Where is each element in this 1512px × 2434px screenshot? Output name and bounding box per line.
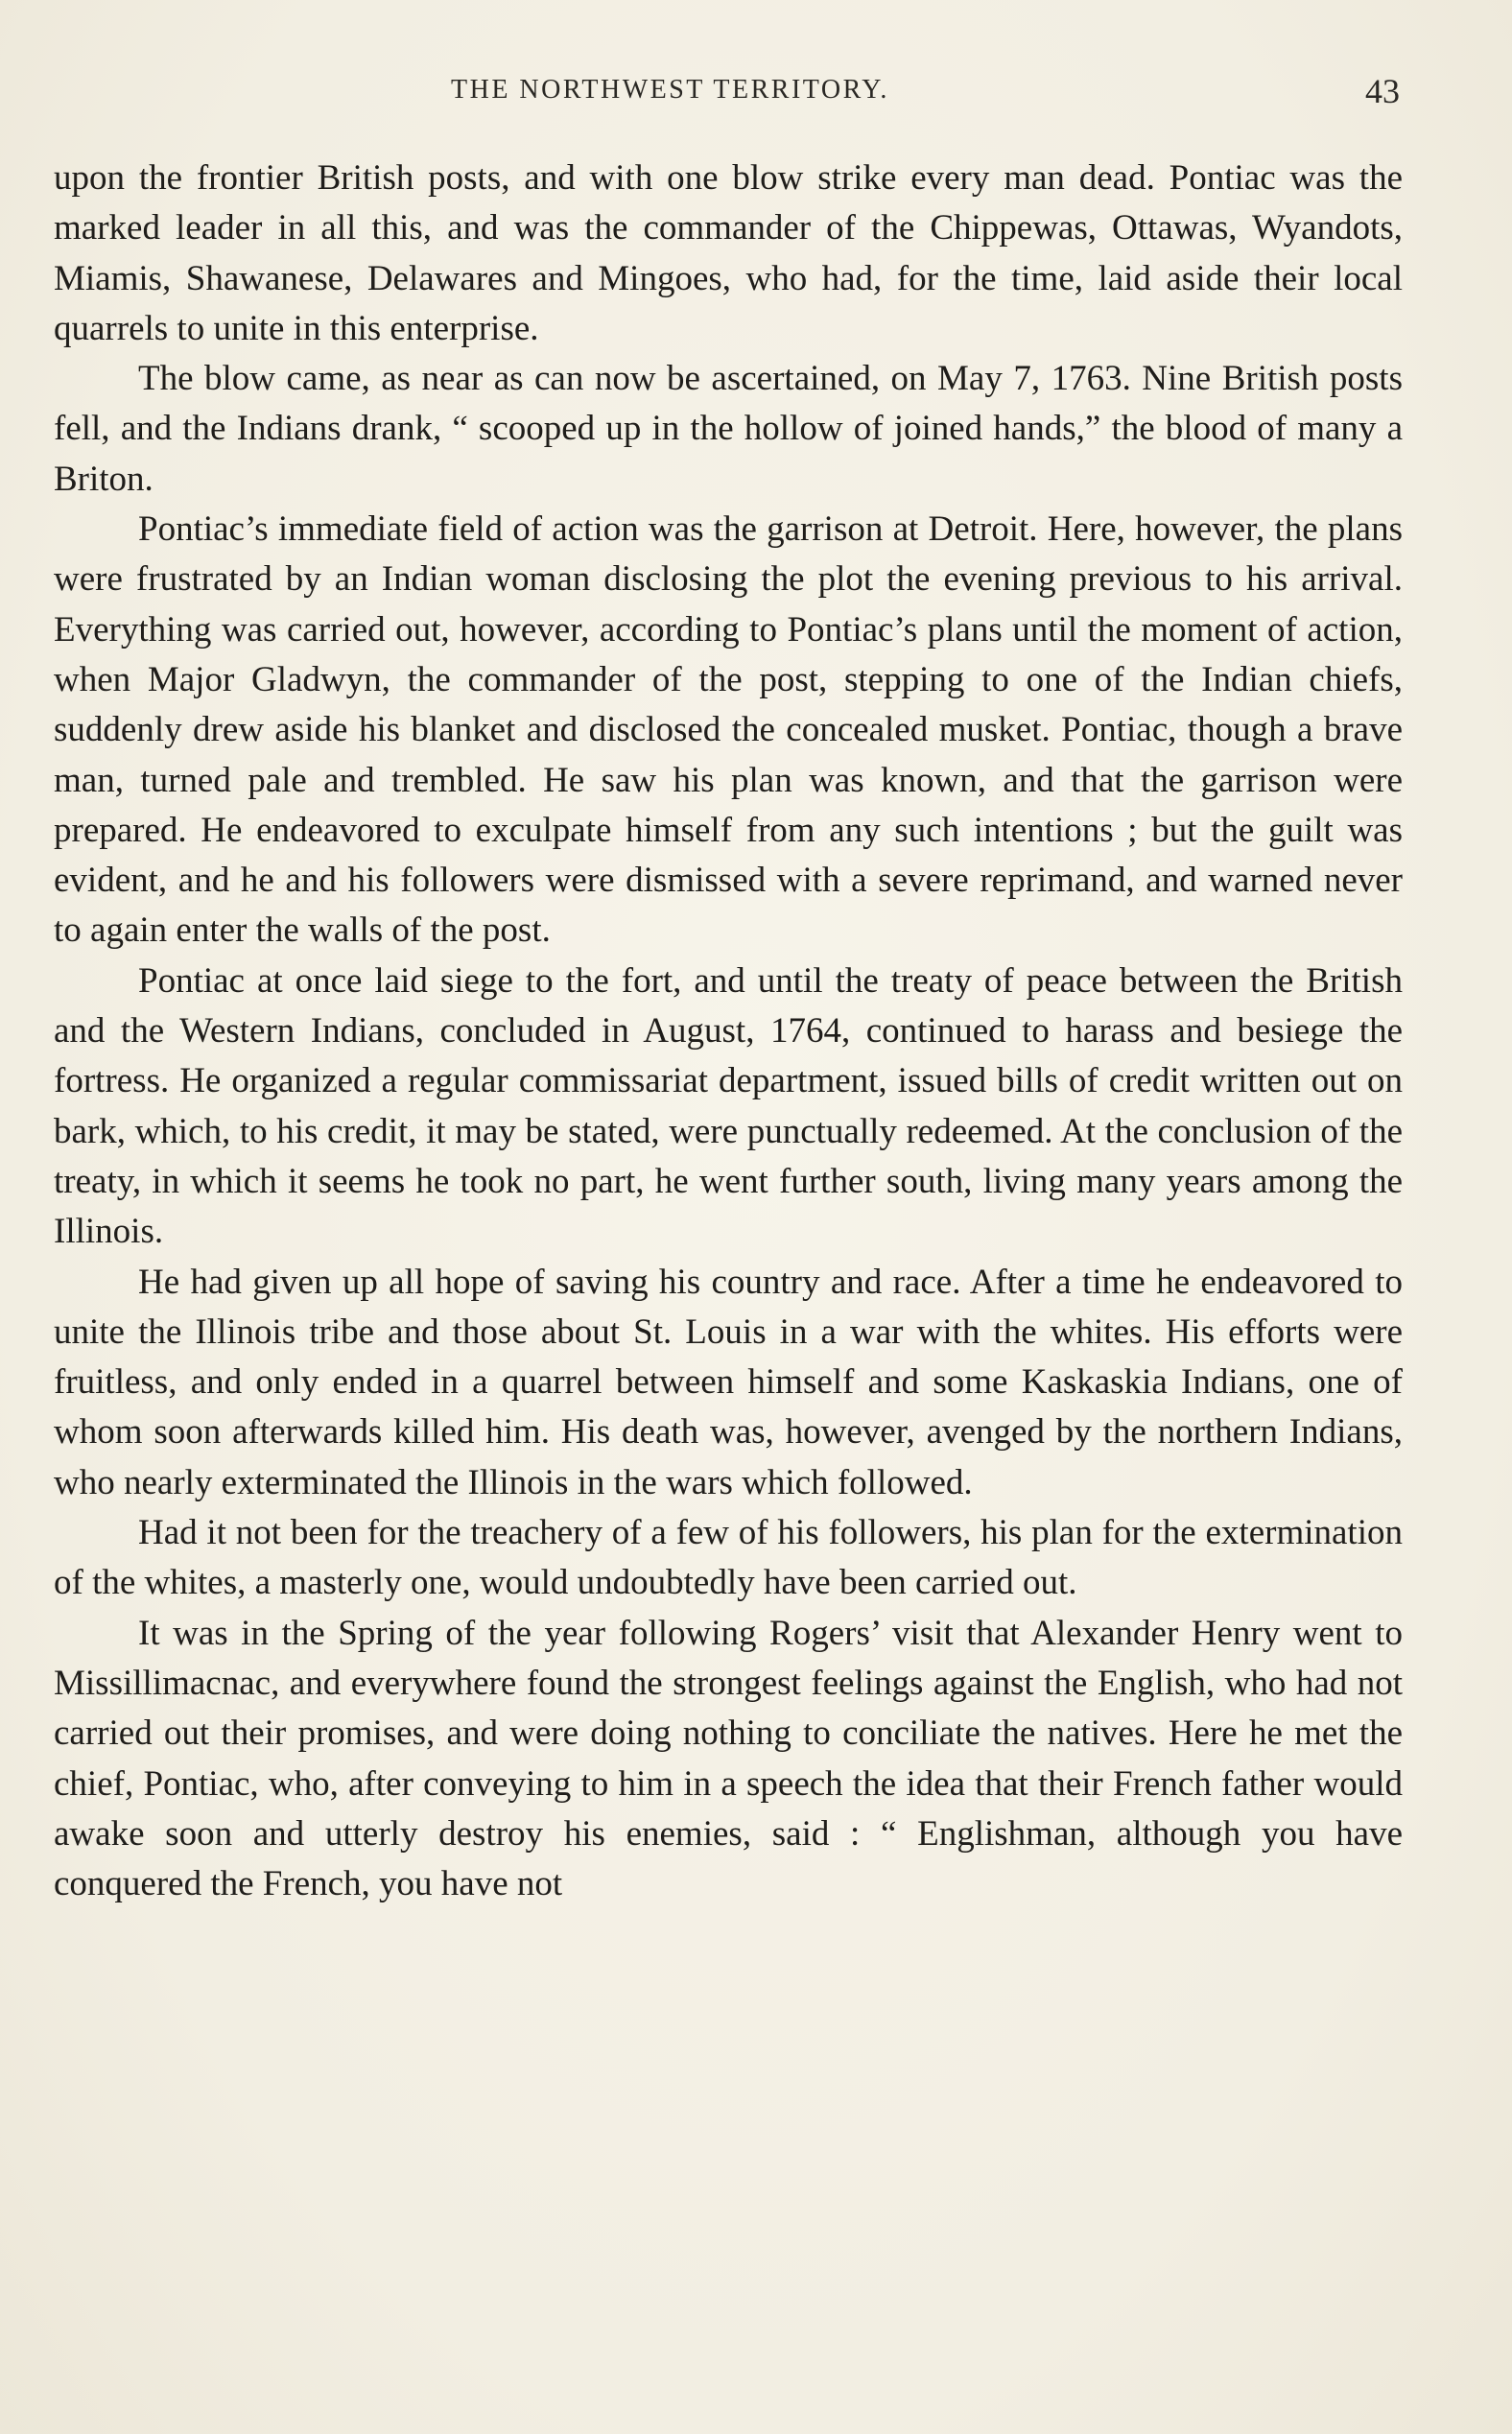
paragraph: He had given up all hope of saving his country and race. After a time he endeavored to unite the Illinois tribe and those about St. Louis in a war with the whites. His efforts were fruitless, and only ended in a quarrel between himself and some Kaskaskia Indians, one of whom soon afterwards killed him. His death was, however, avenged by the northern Indians, who nearly exterminated the Illinois in the wars which followed. <box>54 1262 1403 1502</box>
paragraph: Pontiac’s immediate field of action was the garrison at Detroit. Here, however, the plans were frustrated by an Indian woman disclosing the plot the evening previous to his arrival. Everything was carried out, however, according to Pontiac’s plans until the moment of action, when Major Gladwyn, the commander of the post, stepping to one of the Indian chiefs, suddenly drew aside his blanket and disclosed the concealed musket. Pontiac, though a brave man, turned pale and trembled. He saw his plan was known, and that the garrison were prepared. He endeavored to exculpate himself from any such intentions ; but the guilt was evident, and he and his followers were dismissed with a severe reprimand, and warned never to again enter the walls of the post. <box>54 509 1403 951</box>
paragraph: It was in the Spring of the year following Rogers’ visit that Alexander Henry went to Missillimacnac, and everywhere found the strongest feelings against the English, who had not carried out their promises, and were doing nothing to conciliate the natives. Here he met the chief, Pontiac, who, after conveying to him in a speech the idea that their French father would awake soon and utterly destroy his enemies, said : “ Englishman, although you have conquered the French, you have not <box>54 1613 1403 1904</box>
paragraph: upon the frontier British posts, and with one blow strike every man dead. Pontiac was the marked leader in all this, and was the commander of the Chippewas, Ottawas, Wyandots, Miamis, Shawanese, Delawares and Mingoes, who had, for the time, laid aside their local quarrels to unite in this enterprise. <box>54 158 1403 348</box>
paragraph: Pontiac at once laid siege to the fort, and until the treaty of peace between the British and the Western Indians, concluded in August, 1764, continued to harass and besiege the fortress. He organized a regular commissariat department, issued bills of credit written out on bark, which, to his credit, it may be stated, were punctually redeemed. At the conclusion of the treaty, in which it seems he took no part, he went further south, living many years among the Illinois. <box>54 960 1403 1252</box>
body-text <box>54 154 1403 1909</box>
running-head: THE NORTHWEST TERRITORY. <box>451 75 889 105</box>
paragraph: The blow came, as near as can now be ascertained, on May 7, 1763. Nine British posts fell, and the Indians drank, “ scooped up in the hollow of joined hands,” the blood of many a Briton. <box>54 359 1403 499</box>
page-number: 43 <box>1365 72 1400 110</box>
paragraph: Had it not been for the treachery of a few of his followers, his plan for the extermination of the whites, a masterly one, would undoubtedly have been carried out. <box>54 1513 1403 1603</box>
